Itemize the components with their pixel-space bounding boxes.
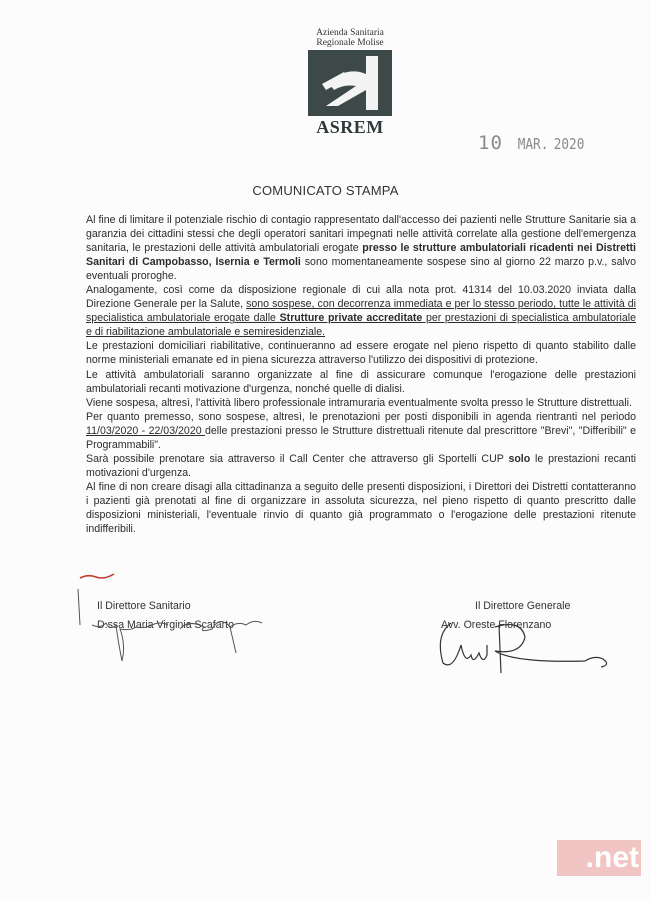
asrem-logo xyxy=(306,28,394,138)
right-signatory-role: Il Direttore Generale xyxy=(475,600,571,612)
paragraph-4: Le attività ambulatoriali saranno organizzate al fine di assicurare comunque l'erogazione delle prestazioni ambulatoriali recanti motivazione d'urgenza, nonché quelle di dialisi. xyxy=(86,368,636,395)
left-signatory-name: D.ssa Maria Virginia Scafarto xyxy=(97,619,234,631)
site-watermark: .net xyxy=(557,840,641,876)
p6-date-range: 11/03/2020 - 22/03/2020 xyxy=(86,424,206,437)
left-handwritten-signature-icon xyxy=(70,585,270,665)
stamp-month: MAR. xyxy=(518,135,549,153)
p1-text-b: sono momentaneamente sospese sino al giorno 22 marzo p.v., salvo eventuali proroghe. xyxy=(86,256,636,283)
p2-text-a: Analogamente, così come da disposizione regionale di cui alla nota prot. 41314 del 10.03.2020 inviata dalla Direzione Generale per la Salute, xyxy=(86,284,636,311)
red-pen-mark-icon xyxy=(78,570,118,582)
paragraph-3: Le prestazioni domiciliari riabilitative, continueranno ad essere erogate nel pieno rispetto di quanto stabilito dalle norme ministeriali emanate ed in piena sicurezza attraverso l'utilizzo dei dispositivi di protezione. xyxy=(86,340,636,367)
stamp-year: 2020 xyxy=(554,135,585,153)
org-name-line2: Regionale Molise xyxy=(316,38,384,48)
date-stamp xyxy=(478,132,588,154)
org-name-line1: Azienda Sanitaria xyxy=(316,28,384,38)
p1-text-a: Al fine di limitare il potenziale rischio di contagio rappresentato dall'accesso dei pazienti nelle Strutture Sanitarie sia a garanzia dei cittadini stessi che degli operatori sanitari impegnati nelle attività correlate alla gestione dell'emergenza sanitaria, le prestazioni delle attività ambulatoriali erogate xyxy=(86,214,636,255)
p7-text-a: Sarà possibile prenotare sia attraverso il Call Center che attraverso gli Sportelli CUP xyxy=(86,452,509,465)
paragraph-2 xyxy=(86,283,636,339)
paragraph-1 xyxy=(86,213,636,283)
paragraph-5: Viene sospesa, altresì, l'attività libero professionale intramuraria eventualmente svolta presso le Strutture distrettuali. xyxy=(86,396,632,409)
p7-text-b: le prestazioni recanti motivazioni d'urgenza. xyxy=(86,452,636,479)
paragraph-6 xyxy=(86,410,636,452)
document-body xyxy=(86,213,636,536)
left-signatory-role: Il Direttore Sanitario xyxy=(97,600,191,612)
p1-bold: presso le strutture ambulatoriali ricadenti nei Distretti Sanitari di Campobasso, Isernia e Termoli xyxy=(86,242,636,269)
p2-underlined-bold: Strutture private accreditate xyxy=(279,312,423,325)
paragraph-8: Al fine di non creare disagi alla cittadinanza a seguito delle presenti disposizioni, i Direttori dei Distretti contatteranno i pazienti già prenotati al fine di organizzare in assoluta sicurezza, nel pieno rispetto di quanto prescritto dalle disposizioni ministeriali, l'eventuale rinvio di quanto già programmato o l'erogazione delle prestazioni ritenute indifferibili. xyxy=(86,480,636,536)
org-acronym: ASREM xyxy=(316,117,384,137)
right-handwritten-signature-icon xyxy=(435,615,625,675)
paragraph-7 xyxy=(86,452,636,480)
p2-underlined-a: sono sospese, con decorrenza immediata e per lo stesso periodo, tutte le attività di specialistica ambulatoriale erogate dalle xyxy=(86,298,636,325)
stamp-day: 10 xyxy=(478,132,503,154)
p6-text-a: Per quanto premesso, sono sospese, altresì, le prenotazioni per posti disponibili in agenda rientranti nel periodo xyxy=(86,410,636,423)
right-signatory-name: Avv. Oreste Florenzano xyxy=(441,619,552,631)
p2-underlined-b: per prestazioni di specialistica ambulatoriale e di riabilitazione ambulatoriale e semiresidenziale. xyxy=(86,312,636,339)
document-title: COMUNICATO STAMPA xyxy=(252,183,399,198)
p6-text-b: delle prestazioni presso le Strutture distrettuali ritenute dal prescrittore "Brevi", "Differibili" e Programmabili". xyxy=(86,424,636,451)
asrem-logo-mark-icon xyxy=(308,50,392,116)
p7-bold: solo xyxy=(508,452,531,465)
